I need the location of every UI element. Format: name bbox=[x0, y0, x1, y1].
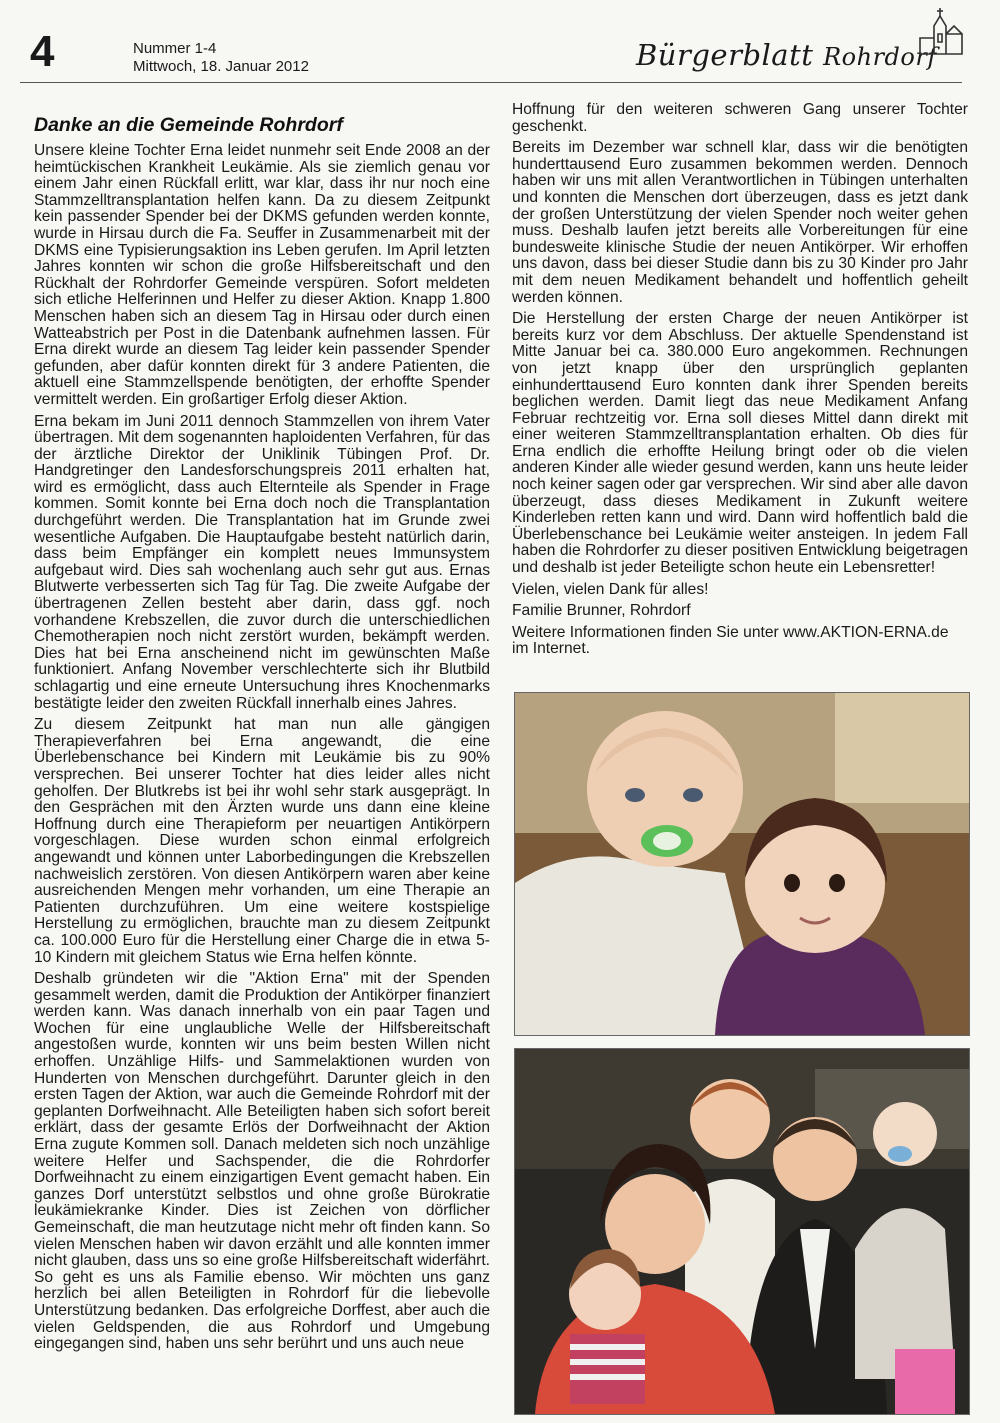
article-column-left bbox=[34, 114, 490, 1358]
photo-children bbox=[514, 692, 970, 1036]
church-logo-icon bbox=[914, 4, 970, 60]
article-paragraph: Die Herstellung der ersten Charge der neuen Antikörper ist bereits kurz vor dem Abschluss. Der aktuelle Spendenstand ist Mitte Januar bei ca. 380.000 Euro angekommen. Rechnungen von jetzt knapp über den ursprünglich geplanten einhunderttausend Euro konnten dank ihrer Spenden bereits beglichen werden. Damit liegt das neue Medikament Anfang Februar rechtzeitig vor. Erna soll dieses Mittel dann direkt mit einer weiteren Stammzelltransplantation erhalten. Ob dies für Erna endlich die erhoffte Heilung bringt oder ob die vielen anderen Kinder alle wieder gesund werden, kann uns heute leider noch keiner sagen oder gar versprechen. Wir sind aber alle davon überzeugt, dass dieses Medikament in Zukunft weitere Kinderleben retten kann und wird. Dann wird hoffentlich bald die Überlebenschance bei Leukämie weiter ansteigen. In jedem Fall haben die Rohrdorfer zu dieser positiven Entwicklung beigetragen und deshalb ist jeder Beteiligte schon heute ein Lebensretter! bbox=[512, 310, 968, 577]
masthead-town: Rohrdorf bbox=[823, 43, 937, 71]
article-paragraph: Bereits im Dezember war schnell klar, dass wir die benötigten hunderttausend Euro zusammen bekommen werden. Dennoch haben wir uns mit allen Verantwortlichen in Tübingen unterhalten und konnten die Menschen dort überzeugen, dass es jetzt dank der großen Unterstützung der vielen Spender noch weiter gehen muss. Deshalb laufen jetzt bereits alle Vorbereitungen für eine bundesweite klinische Studie der neuen Antikörper. Wir erhoffen uns davon, dass bei dieser Studie dann bis zu 30 Kinder pro Jahr mit dem neuen Medikament behandelt und hoffentlich geheilt werden können. bbox=[512, 139, 968, 306]
masthead-title bbox=[636, 38, 937, 72]
issue-date: Mittwoch, 18. Januar 2012 bbox=[133, 58, 309, 75]
issue-meta bbox=[133, 40, 309, 76]
article-column-right bbox=[512, 102, 968, 663]
info-line: Weitere Informationen finden Sie unter www.AKTION-ERNA.de im Internet. bbox=[512, 623, 949, 658]
closing-line: Vielen, vielen Dank für alles! bbox=[512, 580, 709, 598]
article-paragraph: Unsere kleine Tochter Erna leidet nunmehr seit Ende 2008 an der heimtückischen Krankheit Leukämie. Als sie ziemlich genau vor einem Jahr einen Rückfall erlitt, war klar, dass ihr nur noch eine Stammzelltransplantation helfen kann. Da zu diesem Zeitpunkt kein passender Spender bei der DKMS gefunden werden konnte, wurde in Hirsau durch die Fa. Seuffer in Zusammenarbeit mit der DKMS eine Typisierungsaktion ins Leben gerufen. Im April letzten Jahres konnten wir schon die große Hilfsbereitschaft und den Rückhalt der Rohrdorfer Gemeinde verspüren. Sofort meldeten sich etliche Helferinnen und Helfer zu dieser Aktion. Knapp 1.800 Menschen haben sich an diesem Tag in Hirsau oder durch einen Watteabstrich per Post in die Datenbank aufnehmen lassen. Für Erna direkt wurde an diesem Tag leider kein passender Spender gefunden, aber dafür konnten direkt für 3 andere Patienten, die aktuell eine Stammzellspende benötigten, der erhoffte Spender vermittelt werden. Ein großartiger Erfolg dieser Aktion. bbox=[34, 142, 490, 408]
signature: Familie Brunner, Rohrdorf bbox=[512, 602, 691, 620]
article-paragraph: Zu diesem Zeitpunkt hat man nun alle gängigen Therapieverfahren bei Erna angewandt, die eine Überlebenschance bei Kindern mit Leukämie bis zu 90% versprechen. Bei unserer Tochter hat dies leider alles nicht geholfen. Der Blutkrebs ist bei ihr wohl sehr stark ausgeprägt. In den Gesprächen mit den Ärzten wurde uns dann eine kleine Hoffnung durch eine Therapieform per neuartigen Antikörpern vorgeschlagen. Diese wurden schon einmal erfolgreich angewandt und können unter Laborbedingungen die Krebszellen nachweislich zerstören. Von diesen Antikörpern waren aber keine ausreichenden Mengen mehr vorhanden, um eine Therapie an Patienten durchzuführen. Um eine weitere kostspielige Herstellung zu ermöglichen, brauchte man zu diesem Zeitpunkt ca. 100.000 Euro für die Herstellung einer Charge die in etwa 5-10 Kindern mit gleichem Status wie Erna helfen könnte. bbox=[34, 716, 490, 966]
masthead-name: Bürgerblatt bbox=[636, 38, 814, 72]
article-paragraph: Hoffnung für den weiteren schweren Gang unserer Tochter geschenkt. bbox=[512, 101, 968, 135]
article-paragraph: Erna bekam im Juni 2011 dennoch Stammzellen von ihrem Vater übertragen. Mit dem sogenannten haploidenten Verfahren, für das der ärztliche Direktor der Uniklinik Tübingen Prof. Dr. Handgretinger den Landesforschungspreis 2011 erhalten hat, wird es ermöglicht, dass auch Elternteile als Spender in Frage kommen. Somit konnte bei Erna doch noch die Transplantation durchgeführt werden. Die Transplantation hat im Grunde zwei wesentliche Aufgaben. Die Hauptaufgabe besteht natürlich darin, dass beim Empfänger ein komplett neues Immunsystem aufgebaut wird. Dies sah wochenlang auch sehr gut aus. Ernas Blutwerte verbesserten sich Tag für Tag. Die zweite Aufgabe der übertragenen Zellen besteht aber darin, dass ggf. noch vorhandene Krebszellen, die zuvor durch die unterschiedlichen Chemotherapien noch nicht zerstört wurden, bekämpft werden. Dies hat bei Erna anscheinend nicht im gewünschten Maße funktioniert. Anfang November verschlechterte sich ihr Blutbild schlagartig und eine erneute Untersuchung ihres Knochenmarks bestätigte leider den zweiten Rückfall innerhalb eines Jahres. bbox=[34, 412, 490, 712]
article-paragraph: Deshalb gründeten wir die "Aktion Erna" mit der Spenden gesammelt werden, damit die Produktion der Antikörper finanziert werden kann. Was danach innerhalb von ein paar Tagen und Wochen für eine unglaubliche Welle der Hilfsbereitschaft angestoßen wurde, konnten wir uns beim besten Willen nicht erhoffen. Unzählige Hilfs- und Sammelaktionen wurden von Hunderten von Menschen durchgeführt. Darunter gleich in den ersten Tagen der Aktion, war auch die Gemeinde Rohrdorf mit der geplanten Dorfweihnacht. Alle Beteiligten haben sich sofort bereit erklärt, dass der gesamte Erlös der Dorfweihnacht der Aktion Erna zugute Kommen soll. Danach meldeten sich noch unzählige weitere Helfer und Sachspender, die die Rohrdorfer Dorfweihnacht zu einem einzigartigen Event gemacht haben. Ein ganzes Dorf unterstützt selbstlos und ohne große Bürokratie leukämiekranke Kinder. Dies ist Zeichen von dörflicher Gemeinschaft, die man heutzutage nicht mehr oft finden kann. So vielen Menschen haben wir davon erzählt und alle konnten immer nicht glauben, dass uns so eine große Hilfsbereitschaft widerfährt. So geht es uns als Familie ebenso. Wir möchten uns ganz herzlich bei allen Beteiligten in Rohrdorf für die liebevolle Unterstützung bedanken. Das erfolgreiche Dorffest, aber auch die vielen Geldspenden, die aus Rohrdorf und Umgebung eingegangen sind, haben uns sehr berührt und uns auch neue bbox=[34, 970, 490, 1353]
photo-family bbox=[514, 1048, 970, 1415]
article-title: Danke an die Gemeinde Rohrdorf bbox=[34, 114, 343, 136]
issue-number: Nummer 1-4 bbox=[133, 40, 217, 57]
page-number: 4 bbox=[30, 27, 55, 76]
header-divider bbox=[20, 82, 962, 83]
